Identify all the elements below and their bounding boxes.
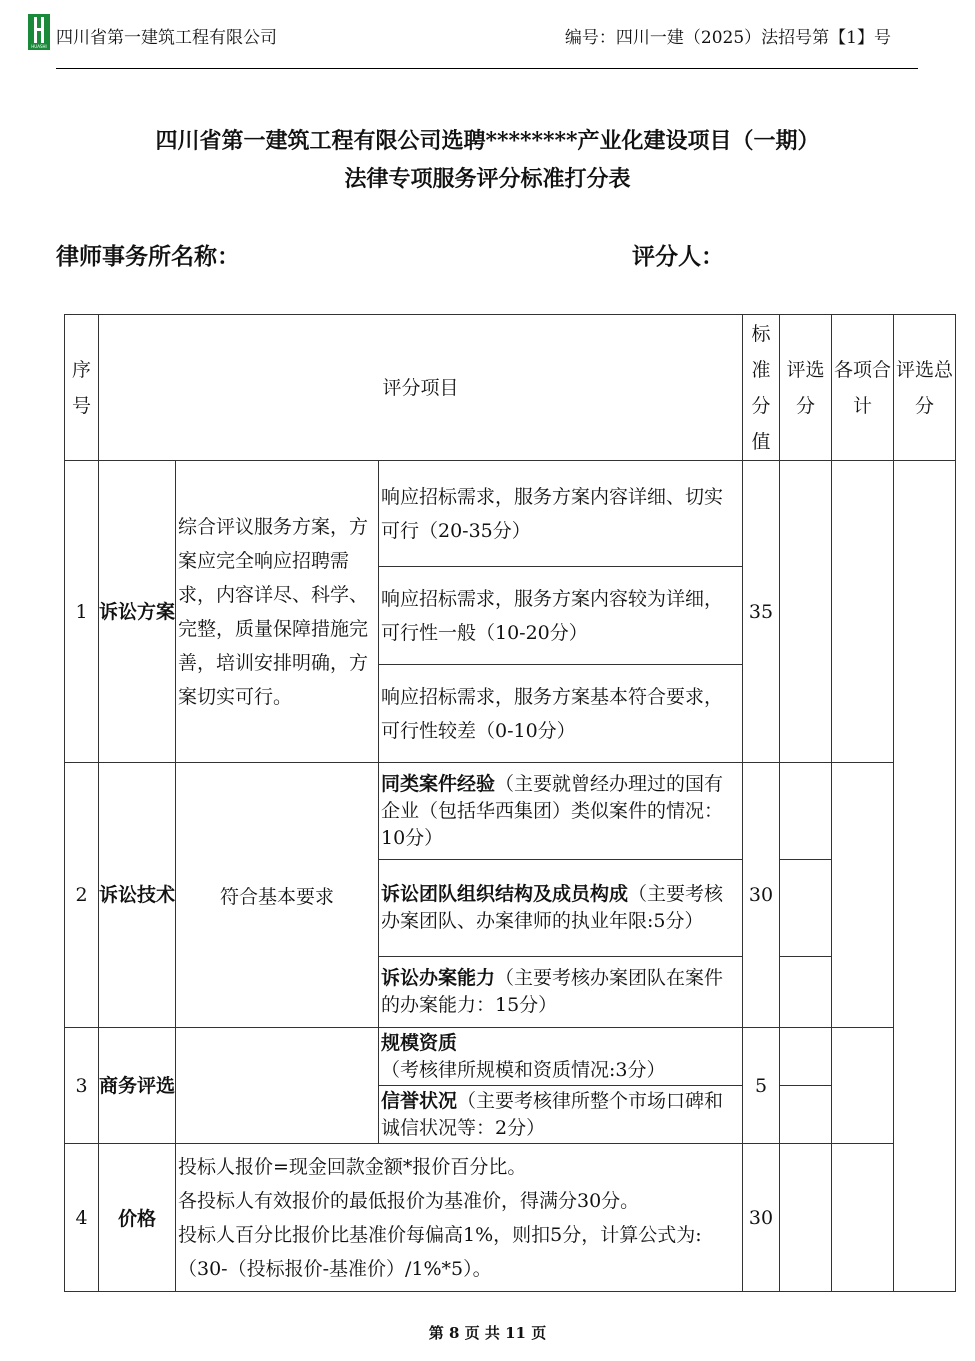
row2-requirement: 符合基本要求 bbox=[176, 763, 379, 1028]
row2-score-cell-3[interactable] bbox=[780, 957, 832, 1028]
row4-line-3: 投标人百分比报价比基准价每偏高1%，则扣5分，计算公式为:（30-（投标报价-基准价）/1%*5）。 bbox=[178, 1223, 702, 1280]
header-divider bbox=[56, 68, 918, 69]
table-row bbox=[65, 1028, 956, 1086]
row4-line-2: 各投标人有效报价的最低报价为基准价，得满分30分。 bbox=[178, 1189, 640, 1212]
header-item: 评分项目 bbox=[99, 315, 743, 461]
row1-requirement: 综合评议服务方案，方案应完全响应招聘需求，内容详尽、科学、完整，质量保障措施完善，培训安排明确，方案切实可行。 bbox=[176, 461, 379, 763]
header-subtotal: 各项合计 bbox=[832, 315, 894, 461]
header-total: 评选总分 bbox=[894, 315, 956, 461]
table-row bbox=[65, 763, 956, 860]
row3-criterion-2: 信誉状况（主要考核律所整个市场口碑和诚信状况等：2分） bbox=[379, 1086, 743, 1144]
row1-seq: 1 bbox=[65, 461, 99, 763]
row1-criterion-3: 响应招标需求，服务方案基本符合要求，可行性较差（0-10分） bbox=[379, 665, 743, 763]
row2-category: 诉讼技术 bbox=[99, 763, 176, 1028]
doc-title-line1: 四川省第一建筑工程有限公司选聘********产业化建设项目（一期） bbox=[155, 128, 820, 154]
row1-criterion-1: 响应招标需求，服务方案内容详细、切实可行（20-35分） bbox=[379, 461, 743, 567]
row2-score-cell-1[interactable] bbox=[780, 763, 832, 860]
row2-standard: 30 bbox=[743, 763, 780, 1028]
firm-name-label: 律师事务所名称： bbox=[56, 243, 240, 270]
row2-criterion-1: 同类案件经验（主要就曾经办理过的国有企业（包括华西集团）类似案件的情况：10分） bbox=[379, 763, 743, 860]
doc-title-line2: 法律专项服务评分标准打分表 bbox=[344, 166, 631, 192]
row4-subtotal-cell[interactable] bbox=[832, 1144, 894, 1292]
row3-criterion-1: 规模资质（考核律所规模和资质情况:3分） bbox=[379, 1028, 743, 1086]
row3-score-cell-2[interactable] bbox=[780, 1086, 832, 1144]
scoring-table bbox=[64, 314, 956, 1292]
row2-criterion-2: 诉讼团队组织结构及成员构成（主要考核办案团队、办案律师的执业年限:5分） bbox=[379, 860, 743, 957]
row2-score-cell-2[interactable] bbox=[780, 860, 832, 957]
row3-requirement bbox=[176, 1028, 379, 1144]
logo-text: HUASHI bbox=[31, 44, 47, 49]
grand-total-cell[interactable] bbox=[894, 461, 956, 1292]
row4-line-1: 投标人报价=现金回款金额*报价百分比。 bbox=[178, 1155, 527, 1178]
row3-standard: 5 bbox=[743, 1028, 780, 1144]
scorer-label: 评分人： bbox=[632, 243, 724, 270]
header-standard: 标准分值 bbox=[743, 315, 780, 461]
header-doc-code: 编号：四川一建（2025）法招号第【1】号 bbox=[564, 28, 891, 48]
row3-category: 商务评选 bbox=[99, 1028, 176, 1144]
row4-description bbox=[176, 1144, 743, 1292]
row3-score-cell-1[interactable] bbox=[780, 1028, 832, 1086]
table-row bbox=[65, 1144, 956, 1292]
row1-category: 诉讼方案 bbox=[99, 461, 176, 763]
row1-score-cell[interactable] bbox=[780, 461, 832, 763]
row1-standard: 35 bbox=[743, 461, 780, 763]
page-footer: 第 8 页 共 11 页 bbox=[428, 1324, 547, 1342]
row2-subtotal-cell[interactable] bbox=[832, 763, 894, 1028]
row3-seq: 3 bbox=[65, 1028, 99, 1144]
table-header-row bbox=[65, 315, 956, 461]
header-company: 四川省第一建筑工程有限公司 bbox=[56, 28, 277, 48]
row1-criterion-2: 响应招标需求，服务方案内容较为详细，可行性一般（10-20分） bbox=[379, 567, 743, 665]
company-logo bbox=[28, 14, 50, 50]
row2-seq: 2 bbox=[65, 763, 99, 1028]
row1-subtotal-cell[interactable] bbox=[832, 461, 894, 763]
row2-criterion-3: 诉讼办案能力（主要考核办案团队在案件的办案能力：15分） bbox=[379, 957, 743, 1028]
row4-score-cell[interactable] bbox=[780, 1144, 832, 1292]
row3-subtotal-cell[interactable] bbox=[832, 1028, 894, 1144]
row4-category: 价格 bbox=[99, 1144, 176, 1292]
row4-seq: 4 bbox=[65, 1144, 99, 1292]
row4-standard: 30 bbox=[743, 1144, 780, 1292]
table-row bbox=[65, 461, 956, 567]
header-seq: 序号 bbox=[65, 315, 99, 461]
header-score: 评选分 bbox=[780, 315, 832, 461]
